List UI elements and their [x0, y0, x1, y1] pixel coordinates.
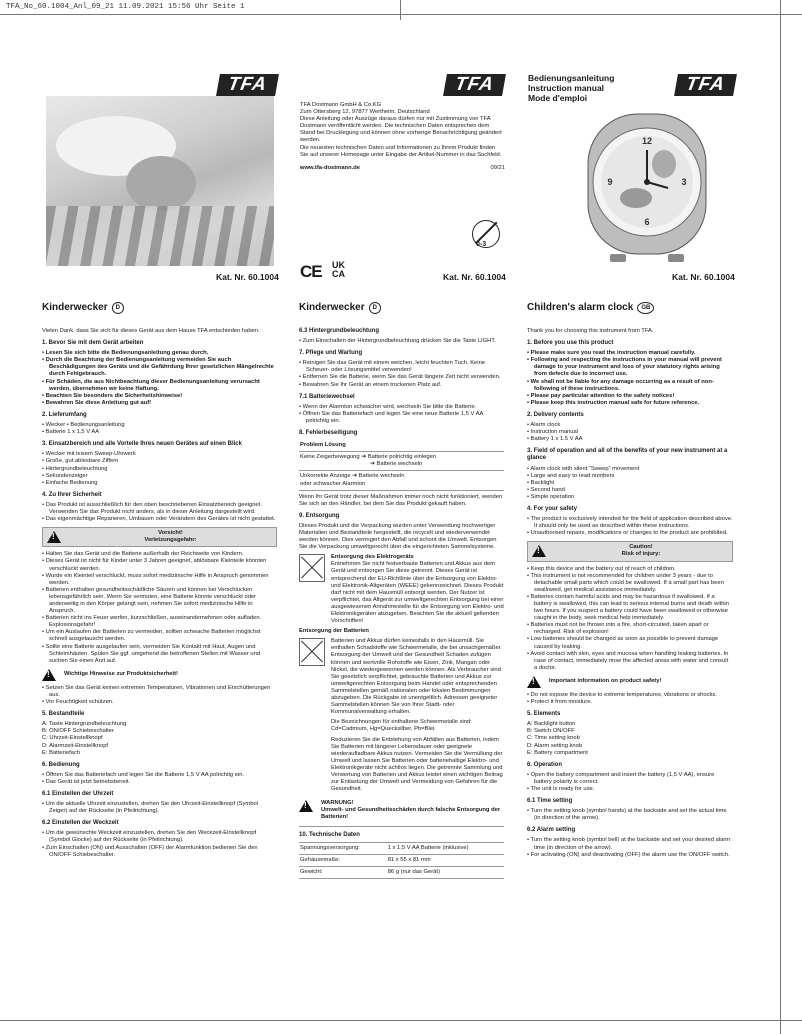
list-delivery	[42, 422, 277, 436]
svg-text:12: 12	[641, 136, 653, 146]
list-item: E: Battery compartment	[527, 749, 588, 756]
brand-logo: TFA	[216, 74, 279, 96]
heading-delivery: 2. Lieferumfang	[42, 411, 87, 418]
table-row	[299, 440, 504, 452]
list-item: • Durch die Beachtung der Bedienungsanleitung vermeiden Sie auch Beschädigungen des Geräts und die Gefährdung Ihrer gesetzlichen Mängelrechte durch Fehlgebrauch.	[42, 357, 277, 378]
list-item: • Große, gut ablesbare Ziffern	[42, 458, 277, 465]
column-english	[527, 302, 733, 861]
list-safety	[42, 502, 277, 523]
crop-mark	[400, 0, 401, 20]
heading-features: 3. Field of operation and all of the benefits of your new instrument at a glance	[527, 448, 728, 462]
spec-value: 81 x 55 x 81 mm	[387, 854, 504, 866]
photo-blanket	[46, 206, 274, 266]
heading-care: 7. Pflege und Wartung	[299, 350, 363, 357]
list-item: • Für Schäden, die aus Nichtbeachtung dieser Bedienungsanleitung verursacht werden, übernehmen wir keine Haftung.	[42, 379, 277, 393]
list-item: • Turn the setting knob (symbol bell) at the backside and set your desired alarm time (in direction of the arrow).	[527, 837, 733, 851]
weee-section	[299, 554, 504, 625]
list-delivery	[527, 422, 733, 443]
ce-mark: CE	[300, 262, 322, 281]
battery-disposal-text: Batterien und Akkus dürfen keinesfalls in den Hausmüll. Sie enthalten Schadstoffe wie Schwermetalle, die bei unsachgemäßer Entsorgung der Umwelt und der Gesundheit Schaden zufügen können und wertvolle Rohstoffe wie Eisen, Zink, Mangan oder Nickel, die wiedergewonnen werden können. Als Verbraucher sind Sie gesetzlich verpflichtet, gebrauchte Batterien und Akkus zur umweltgerechten Entsorgung beim Handel oder entsprechenden Sammelstellen gemäß nationalen oder lokalen Bestimmungen abzugeben. Die Rückgabe ist unentgeltlich. Adressen geeigneter Sammelstellen können Sie von Ihrer Stadt- oder Kommunalverwaltung erhalten.	[331, 638, 501, 716]
title-de: Bedienungsanleitung	[528, 73, 615, 83]
heading-features: 3. Einsatzbereich und alle Vorteile Ihres neuen Gerätes auf einen Blick	[42, 441, 242, 448]
age-label: 0-3	[476, 241, 487, 248]
crop-mark	[0, 1020, 802, 1021]
list-item: • Wurde ein Kleinteil verschluckt, muss sofort medizinische Hilfe in Anspruch genommen werden.	[42, 573, 277, 587]
cell-line: ➔ Batterie wechseln	[370, 461, 423, 468]
imprint-footer	[300, 165, 505, 172]
caution-label: Vorsicht!	[158, 530, 183, 537]
list-time-setting	[527, 808, 733, 822]
ukca-line-2: CA	[332, 269, 345, 279]
list-item: D: Alarmzeit-Einstellknopf	[42, 742, 109, 749]
list-item: • Do not expose the device to extreme temperatures, vibrations or shocks.	[527, 692, 733, 699]
caution-box	[527, 541, 733, 561]
spec-value: 86 g (nur das Gerät)	[387, 866, 504, 878]
cover-titles	[528, 73, 614, 103]
spec-key: Gewicht:	[299, 866, 387, 878]
list-item: • Um die gewünschte Weckzeit einzustellen, drehen Sie den Weckzeit-Einstellknopf (Symbol Glocke) auf der Rückseite (in Pfeilrichtung).	[42, 830, 277, 844]
list-item: • Das Produkt ist ausschließlich für den oben beschriebenen Einsatzbereich geeignet. Verwenden Sie das Produkt nicht anders, als in dieser Anleitung dargestellt wird.	[42, 502, 277, 516]
svg-text:9: 9	[607, 177, 613, 187]
warning-triangle-icon	[47, 531, 61, 543]
list-item: • Unauthorised repairs, modifications or changes to the product are prohibited.	[527, 530, 733, 537]
catalog-number: Kat. Nr. 60.1004	[672, 272, 735, 282]
brand-logo: TFA	[443, 74, 506, 96]
divider	[299, 826, 504, 827]
alarm-clock-illustration	[580, 108, 714, 268]
crossed-bin-icon	[299, 638, 325, 666]
list-item: • Please keep this instruction manual safe for future reference.	[527, 400, 733, 407]
warning-triangle-icon	[42, 669, 56, 681]
table-row	[299, 842, 504, 854]
intro-text: Thank you for choosing this instrument from TFA.	[527, 328, 654, 334]
list-operation	[42, 772, 277, 786]
print-date: 09/21	[490, 164, 505, 171]
caution-sublabel: Risk of injury:	[621, 551, 661, 558]
list-item: • Batterien enthalten gesundheitsschädliche Säuren und können bei Verschlucken lebensgefährlich sein. Wenn Sie vermuten, eine Batterie könnte verschluckt oder anderweitig in den Körper gelangt sein, nehmen Sie sofort medizinische Hilfe in Anspruch.	[42, 587, 277, 615]
battery-disposal-text-2: Reduzieren Sie die Entstehung von Abfällen aus Batterien, indem Sie Batterien mit längerer Lebensdauer oder geeignete wiederaufladbare Akkus nutzen. Vermeiden Sie die Vermüllung der Umwelt und lassen Sie Batterien oder batteriehaltige Elektro- und Elektronikgeräte nicht achtlos liegen. Die getrennte Sammlung und Verwertung von Batterien und Akkus leistet einen wichtigen Beitrag zur Entlastung der Umwelt und Vermeidung von Gefahren für die Gesundheit.	[331, 736, 503, 793]
list-alarm-setting	[42, 830, 277, 858]
weee-title: Entsorgung des Elektrogeräts	[331, 554, 414, 561]
title-text: Kinderwecker	[42, 302, 108, 314]
website-link[interactable]: www.tfa-dostmann.de	[300, 164, 361, 171]
imprint-notice: Diese Anleitung oder Auszüge daraus dürfen nur mit Zustimmung von TFA Dostmann veröffentlicht werden. Die technischen Daten entsprechen dem Stand bei Drucklegung und können ohne vorherige Benachrichtigung geändert werden.	[300, 116, 502, 144]
cell-line: oder schwacher Alarmton	[300, 480, 366, 487]
list-item: • Reinigen Sie das Gerät mit einem weichen, leicht feuchten Tuch. Keine Scheuer- oder Lösungsmittel verwenden!	[299, 360, 504, 374]
imprint-notice-2: Die neuesten technischen Daten und Informationen zu Ihrem Produkt finden Sie auf unserer Homepage unter Eingabe der Artikel-Nummer in das Suchfeld.	[300, 144, 502, 158]
list-item: • Um ein Auslaufen der Batterien zu vermeiden, sollten schwache Batterien möglichst schnell ausgetauscht werden.	[42, 629, 277, 643]
ukca-line-1: UK	[332, 260, 345, 270]
list-hints	[527, 692, 733, 706]
list-hints	[42, 685, 277, 706]
battery-disposal-title: Entsorgung der Batterien	[299, 628, 369, 635]
list-item: • Protect it from moisture.	[527, 699, 733, 706]
list-item: • Following and respecting the instructions in your manual will prevent damage to your instrument and loss of your statutory rights arising from defects due to incorrect use.	[527, 357, 733, 378]
language-badge: D	[369, 302, 381, 314]
warning-triangle-icon	[532, 545, 546, 557]
weee-text: Entnehmen Sie nicht festverbaute Batterien und Akkus aus dem Gerät und entsorgen Sie diese getrennt. Dieses Gerät ist entsprechend der EU-Richtlinie über die Entsorgung von Elektro- und Elektronik-Altgeräten (WEEE) gekennzeichnet. Dieses Produkt darf nicht mit dem Hausmüll entsorgt werden. Der Nutzer ist verpflichtet, das Altgerät zur umweltgerechten Entsorgung bei einer ausgewiesenen Annahmestelle für die Entsorgung von Elektro- und Elektronikgeräten abzugeben. Beachten Sie die aktuell geltenden Vorschriften!	[331, 561, 504, 625]
section-title	[299, 302, 504, 314]
list-item: • Alarm clock with silent “Sweep” movement	[527, 466, 733, 473]
list-alarm-setting	[527, 837, 733, 858]
list-backlight	[299, 338, 504, 345]
list-item: E: Batteriefach	[42, 749, 81, 756]
list-item: • Wecker • Bedienungsanleitung	[42, 422, 277, 429]
list-components	[42, 721, 277, 756]
list-caution	[527, 566, 733, 672]
heading-components: 5. Bestandteile	[42, 711, 85, 718]
list-item: • Please make sure you read the instruction manual carefully.	[527, 350, 733, 357]
list-item: • Please pay particular attention to the safety notices!	[527, 393, 733, 400]
list-item: • Halten Sie das Gerät und die Batterie außerhalb der Reichweite von Kindern.	[42, 551, 277, 558]
list-item: • Keep this device and the battery out of reach of children.	[527, 566, 733, 573]
spec-key: Gehäusemaße:	[299, 854, 387, 866]
section-title	[42, 302, 277, 314]
disposal-warning	[299, 800, 504, 821]
svg-text:6: 6	[644, 217, 650, 227]
list-safety	[527, 516, 733, 537]
crop-mark	[780, 0, 781, 1034]
spec-key: Spannungsversorgung:	[299, 842, 387, 854]
list-item: • Large and easy to read numbers	[527, 473, 733, 480]
safety-hint	[527, 676, 733, 688]
print-header-text: TFA_No_60.1004_Anl_09_21 11.09.2021 15:56 Uhr Seite 1	[6, 3, 245, 11]
language-badge: D	[112, 302, 124, 314]
list-item: A: Backlight button	[527, 721, 576, 728]
list-item: • Avoid contact with skin, eyes and mucosa when handling leaking batteries. In case of contact, immediately rinse the affected areas with water and consult a doctor.	[527, 651, 733, 672]
list-item: C: Uhrzeit-Einstellknopf	[42, 735, 103, 742]
heading-before-use: 1. Before you use this product	[527, 340, 614, 347]
list-item: • Battery 1 x 1.5 V AA	[527, 436, 733, 443]
heading-time-setting: 6.1 Einstellen der Uhrzeit	[42, 790, 114, 797]
warning-triangle-icon	[527, 676, 541, 688]
list-item: • Öffnen Sie das Batteriefach und legen Sie eine neue Batterie 1,5 V AA polrichtig ein.	[299, 411, 504, 425]
svg-text:3: 3	[681, 177, 687, 187]
list-item: B: ON/OFF Schiebeschalter	[42, 728, 114, 735]
brand-logo: TFA	[674, 74, 737, 96]
troubleshooting-note: Wenn Ihr Gerät trotz dieser Maßnahmen immer noch nicht funktioniert, wenden Sie sich an den Händler, bei dem Sie das Produkt gekauft haben.	[299, 493, 503, 507]
list-item: • Open the battery compartment and insert the battery (1,5 V AA), ensure battery polarity is correct.	[527, 772, 733, 786]
heavy-metals-text: Die Bezeichnungen für enthaltene Schwermetalle sind: Cd=Cadmium, Hg=Quecksilber, Pb=Blei.	[331, 719, 472, 733]
list-item: • Second hand	[527, 487, 733, 494]
heading-elements: 5. Elements	[527, 711, 561, 718]
title-text: Children's alarm clock	[527, 302, 634, 314]
list-item: • Batterie 1 x 1,5 V AA	[42, 429, 277, 436]
ukca-mark	[332, 261, 345, 279]
warning-label: WARNUNG!	[321, 800, 354, 807]
catalog-number: Kat. Nr. 60.1004	[443, 272, 506, 282]
table-row	[299, 452, 504, 471]
list-before-use	[42, 350, 277, 407]
list-item: • Vor Feuchtigkeit schützen.	[42, 699, 277, 706]
list-care	[299, 360, 504, 388]
list-item: B: Switch ON/OFF	[527, 728, 575, 735]
hint-label: Wichtige Hinweise zur Produktsicherheit!	[64, 671, 178, 678]
crossed-bin-icon	[299, 554, 325, 582]
crop-mark	[0, 14, 802, 15]
list-item: • This instrument is not recommended for children under 3 years - due to detachable small parts which could be swallowed. If a small part has been swallowed, get medical assistance immediately.	[527, 573, 733, 594]
list-item: • Einfache Bedienung	[42, 480, 277, 487]
list-item: D: Alarm setting knob	[527, 742, 583, 749]
imprint	[300, 102, 505, 172]
list-item: • Backlight	[527, 480, 733, 487]
disposal-text: Dieses Produkt und die Verpackung wurden unter Verwendung hochwertiger Materialien und Bestandteile hergestellt, die recycelt und wiederverwendet werden können. Dies verringert den Abfall und schont die Umwelt. Entsorgen Sie die Verpackung umweltgerecht über die eingerichteten Sammelsysteme.	[299, 522, 497, 551]
heading-operation: 6. Operation	[527, 761, 563, 768]
heading-disposal: 9. Entsorgung	[299, 512, 340, 519]
list-item: • Hintergrundbeleuchtung	[42, 466, 277, 473]
list-item: • Low batteries should be changed as soon as possible to prevent damage caused by leaking.	[527, 636, 733, 650]
list-item: • Setzen Sie das Gerät keinen extremen Temperaturen, Vibrationen und Erschütterungen aus.	[42, 685, 277, 699]
list-item: • We shall not be liable for any damage occurring as a result of non-following of these instructions.	[527, 379, 733, 393]
table-cell	[299, 471, 504, 490]
caution-header	[43, 528, 276, 546]
list-item: • For activating (ON) and deactivating (OFF) the alarm use the ON/OFF switch.	[527, 852, 733, 859]
battery-disposal-body	[331, 638, 504, 796]
column-german-1	[42, 302, 277, 861]
cover-photo	[46, 96, 274, 266]
list-item: • Beachten Sie besonders die Sicherheitshinweise!	[42, 393, 277, 400]
list-item: • Wecker mit leisem Sweep-Uhrwerk	[42, 451, 277, 458]
list-item: • Dieses Gerät ist nicht für Kinder unter 3 Jahren geeignet, ablösbare Kleinteile könnten verschluckt werden.	[42, 558, 277, 572]
warning-text: Umwelt- und Gesundheitsschäden durch falsche Entsorgung der Batterien!	[321, 807, 501, 821]
company-name: TFA Dostmann GmbH & Co.KG	[300, 102, 382, 108]
list-item: • Lesen Sie sich bitte die Bedienungsanleitung genau durch.	[42, 350, 277, 357]
list-item: • Bewahren Sie diese Anleitung gut auf!	[42, 400, 277, 407]
troubleshooting-table	[299, 440, 504, 490]
column-german-2	[299, 302, 504, 879]
list-battery-change	[299, 404, 504, 425]
list-features	[527, 466, 733, 501]
weee-body	[331, 554, 504, 625]
company-address: Zum Ottersberg 12, 97877 Wertheim, Deutschland	[300, 109, 430, 116]
list-item: • Um die aktuelle Uhrzeit einzustellen, drehen Sie den Uhrzeit-Einstellknopf (Symbol Zeiger) auf der Rückseite (in Pfeilrichtung).	[42, 801, 277, 815]
table-row	[299, 854, 504, 866]
safety-hint	[42, 669, 277, 681]
heading-operation: 6. Bedienung	[42, 761, 80, 768]
table-row	[299, 866, 504, 878]
spec-value: 1 x 1,5 V AA Batterie (inklusive)	[387, 842, 504, 854]
list-features	[42, 451, 277, 486]
list-item: • Öffnen Sie das Batteriefach und legen Sie die Batterie 1,5 V AA polrichtig ein.	[42, 772, 277, 779]
list-item: • Turn the setting knob (symbol hands) at the backside and set the actual time (in direction of the arrow).	[527, 808, 733, 822]
list-item: • Entfernen Sie die Batterie, wenn Sie das Gerät längere Zeit nicht verwenden.	[299, 374, 504, 381]
heading-battery-change: 7.1 Batteriewechsel	[299, 393, 355, 400]
heading-delivery: 2. Delivery contents	[527, 411, 584, 418]
list-item: • Batteries contain harmful acids and may be hazardous if swallowed. If a battery is swallowed, this can lead to serious internal burns and death within two hours. If you suspect a battery could have been swallowed or otherwise caught in the body, seek medical help immediately.	[527, 594, 733, 622]
specs-table	[299, 842, 504, 879]
print-header	[0, 0, 802, 14]
heading-alarm-setting: 6.2 Einstellen der Weckzeit	[42, 820, 119, 827]
cell-line: Keine Zeigerbewegung ➔ Batterie polrichtig einlegen	[300, 454, 437, 461]
title-fr: Mode d'emploi	[528, 93, 588, 103]
catalog-number: Kat. Nr. 60.1004	[216, 272, 279, 282]
heading-safety: 4. For your safety	[527, 505, 578, 512]
list-item: • The product is exclusively intended for the field of application described above. It should only be used as described within these instructions.	[527, 516, 733, 530]
list-item: • Zum Einschalten der Hintergrundbeleuchtung drücken Sie die Taste LIGHT.	[299, 338, 504, 345]
battery-disposal-section	[299, 638, 504, 796]
list-item: • Alarm clock	[527, 422, 733, 429]
list-item: • The unit is ready for use.	[527, 786, 733, 793]
heading-time-setting: 6.1 Time setting	[527, 798, 573, 805]
section-title	[527, 302, 733, 314]
photo-child	[126, 156, 196, 211]
cell-line: Unkorrekte Anzeige ➔ Batterie wechseln	[300, 473, 405, 480]
language-badge: GB	[637, 302, 654, 314]
list-item: • Batteries must not be thrown into a fire, short-circuited, taken apart or recharged. Risk of explosion!	[527, 622, 733, 636]
list-time-setting	[42, 801, 277, 815]
heading-specs: 10. Technische Daten	[299, 831, 360, 838]
heading-backlight: 6.3 Hintergrundbeleuchtung	[299, 328, 380, 334]
list-item: • Wenn der Alarmton schwächer wird, wechseln Sie bitte die Batterie.	[299, 404, 504, 411]
heading-safety: 4. Zu Ihrer Sicherheit	[42, 491, 102, 498]
list-item: • Sekundenzeiger	[42, 473, 277, 480]
warning-triangle-icon	[299, 800, 313, 812]
list-elements	[527, 721, 733, 756]
list-before-use	[527, 350, 733, 407]
list-item: A: Taste Hintergrundbeleuchtung	[42, 721, 127, 728]
caution-sublabel: Verletzungsgefahr:	[144, 537, 197, 544]
title-text: Kinderwecker	[299, 302, 365, 314]
heading-alarm-setting: 6.2 Alarm setting	[527, 827, 576, 834]
intro-text: Vielen Dank, dass Sie sich für dieses Gerät aus dem Hause TFA entschieden haben.	[42, 328, 260, 334]
list-item: • Bewahren Sie Ihr Gerät an einem trockenen Platz auf.	[299, 382, 504, 389]
caution-box	[42, 527, 277, 547]
list-caution	[42, 551, 277, 665]
list-operation	[527, 772, 733, 793]
list-item: • Das eigenmächtige Reparieren, Umbauen oder Verändern des Gerätes ist nicht gestattet.	[42, 516, 277, 523]
table-row	[299, 471, 504, 490]
list-item: • Simple operation	[527, 494, 733, 501]
caution-header	[528, 542, 732, 560]
title-en: Instruction manual	[528, 83, 605, 93]
caution-label: Caution!	[629, 544, 653, 551]
list-item: C: Time setting knob	[527, 735, 580, 742]
heading-before-use: 1. Bevor Sie mit dem Gerät arbeiten	[42, 340, 144, 347]
list-item: • Das Gerät ist jetzt betriebsbereit.	[42, 779, 277, 786]
table-header: Problem Lösung	[300, 442, 346, 449]
list-item: • Instruction manual	[527, 429, 733, 436]
list-item: • Batterien nicht ins Feuer werfen, kurzschließen, auseinandernehmen oder aufladen. Explosionsgefahr!	[42, 615, 277, 629]
heading-troubleshooting: 8. Fehlerbeseitigung	[299, 430, 358, 437]
hint-label: Important information on product safety!	[549, 678, 662, 685]
list-item: • Zum Einschalten (ON) und Ausschalten (OFF) der Alarmfunktion bedienen Sie den ON/OFF Schiebeschalter.	[42, 845, 277, 859]
list-item: • Sollte eine Batterie ausgelaufen sein, vermeiden Sie Kontakt mit Haut, Augen und Schleimhäuten. Spülen Sie ggf. umgehend die betroffenen Stellen mit Wasser und suchen Sie einen Arzt auf.	[42, 644, 277, 665]
table-cell	[299, 452, 504, 471]
